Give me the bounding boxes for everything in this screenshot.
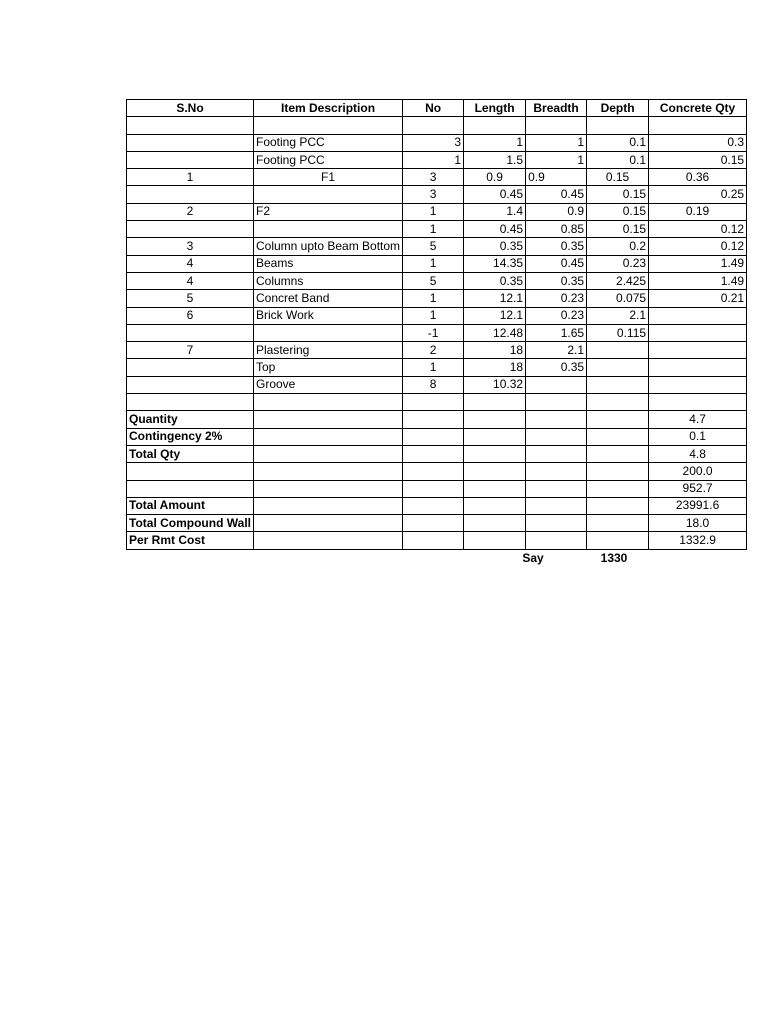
table-cell [526, 376, 587, 393]
table-cell [403, 515, 464, 532]
header-concrete-qty: Concrete Qty [649, 100, 747, 117]
table-cell: 0.19 [649, 203, 747, 220]
table-cell [253, 324, 402, 341]
table-cell: 1 [403, 221, 464, 238]
table-cell: 4.8 [649, 445, 747, 462]
table-cell [464, 428, 526, 445]
table-cell: 8 [403, 376, 464, 393]
table-cell [403, 497, 464, 514]
table-cell: 1 [403, 290, 464, 307]
table-cell [403, 411, 464, 428]
table-cell: 0.1 [587, 151, 649, 168]
table-cell [127, 394, 254, 411]
table-cell [587, 394, 649, 411]
table-cell: 14.35 [464, 255, 526, 272]
table-cell: 0.15 [587, 186, 649, 203]
table-cell: 0.2 [587, 238, 649, 255]
table-row [127, 290, 747, 307]
table-cell: 0.1 [649, 428, 747, 445]
table-cell: F1 [253, 169, 402, 186]
table-cell: 0.12 [649, 221, 747, 238]
table-cell: 1 [403, 255, 464, 272]
table-cell: 1332.9 [649, 532, 747, 549]
table-cell [649, 394, 747, 411]
table-cell: 7 [127, 342, 254, 359]
table-row [127, 376, 747, 393]
table-cell: 2.425 [587, 272, 649, 289]
table-cell: 12.48 [464, 324, 526, 341]
table-cell: Top [253, 359, 402, 376]
table-cell: 18.0 [649, 515, 747, 532]
table-cell: 200.0 [649, 463, 747, 480]
table-cell [127, 480, 254, 497]
table-cell: 0.36 [649, 169, 747, 186]
table-cell: Groove [253, 376, 402, 393]
table-row [127, 324, 747, 341]
table-cell: 0.85 [526, 221, 587, 238]
table-cell: 4 [127, 255, 254, 272]
table-cell [587, 428, 649, 445]
table-cell: 1 [403, 307, 464, 324]
table-cell [464, 411, 526, 428]
table-row [127, 411, 747, 428]
table-cell: 0.35 [526, 359, 587, 376]
table-cell: 3 [403, 186, 464, 203]
table-cell: 0.15 [649, 151, 747, 168]
table-cell: 10.32 [464, 376, 526, 393]
table-cell: Column upto Beam Bottom [253, 238, 402, 255]
table-row [127, 169, 747, 186]
table-cell [587, 359, 649, 376]
table-row [127, 186, 747, 203]
table-cell [403, 428, 464, 445]
table-cell: Columns [253, 272, 402, 289]
header-breadth: Breadth [526, 100, 587, 117]
table-cell [526, 445, 587, 462]
table-cell: 1.5 [464, 151, 526, 168]
estimate-table [126, 99, 747, 550]
table-row [127, 515, 747, 532]
table-cell [649, 324, 747, 341]
table-cell: 23991.6 [649, 497, 747, 514]
table-row [127, 342, 747, 359]
header-length: Length [464, 100, 526, 117]
table-cell: Total Compound Wall [127, 515, 254, 532]
header-no: No [403, 100, 464, 117]
table-cell: 0.115 [587, 324, 649, 341]
table-row [127, 272, 747, 289]
table-cell: 0.075 [587, 290, 649, 307]
table-cell [587, 376, 649, 393]
table-cell [464, 394, 526, 411]
table-cell [464, 515, 526, 532]
table-cell [127, 463, 254, 480]
table-cell [127, 221, 254, 238]
table-cell [253, 463, 402, 480]
table-row [127, 117, 747, 134]
table-cell: 5 [127, 290, 254, 307]
table-cell [253, 394, 402, 411]
table-cell [253, 445, 402, 462]
table-cell [587, 445, 649, 462]
table-cell: 0.35 [526, 272, 587, 289]
table-cell [587, 532, 649, 549]
table-cell [526, 394, 587, 411]
table-cell [526, 428, 587, 445]
table-cell [649, 342, 747, 359]
table-cell: 5 [403, 272, 464, 289]
table-cell [253, 480, 402, 497]
table-cell [403, 394, 464, 411]
table-cell: Brick Work [253, 307, 402, 324]
table-cell: 1 [403, 359, 464, 376]
table-cell [253, 532, 402, 549]
table-row [127, 497, 747, 514]
table-cell: 0.45 [526, 186, 587, 203]
table-cell: 0.25 [649, 186, 747, 203]
table-cell [403, 480, 464, 497]
say-value: 1330 [600, 551, 628, 565]
header-row [127, 100, 747, 117]
table-cell [464, 117, 526, 134]
table-cell [127, 117, 254, 134]
table-cell: 0.21 [649, 290, 747, 307]
table-cell [127, 324, 254, 341]
table-cell [253, 117, 402, 134]
table-cell: 1.4 [464, 203, 526, 220]
table-cell [464, 480, 526, 497]
table-cell [253, 221, 402, 238]
table-cell: Per Rmt Cost [127, 532, 254, 549]
table-cell: Footing PCC [253, 151, 402, 168]
table-cell: 0.15 [587, 169, 649, 186]
table-cell [587, 497, 649, 514]
table-cell [127, 359, 254, 376]
table-cell: 5 [403, 238, 464, 255]
table-cell [587, 117, 649, 134]
table-cell: 0.12 [649, 238, 747, 255]
table-cell [253, 411, 402, 428]
table-cell [403, 463, 464, 480]
table-cell: 2 [127, 203, 254, 220]
table-row [127, 255, 747, 272]
table-cell: Total Amount [127, 497, 254, 514]
table-row [127, 463, 747, 480]
table-cell: 3 [403, 169, 464, 186]
table-cell [464, 532, 526, 549]
table-cell: Total Qty [127, 445, 254, 462]
table-cell: Beams [253, 255, 402, 272]
table-cell: 1 [127, 169, 254, 186]
table-cell: 6 [127, 307, 254, 324]
table-cell: 0.23 [526, 290, 587, 307]
table-cell [526, 117, 587, 134]
table-cell [649, 117, 747, 134]
table-row [127, 238, 747, 255]
table-cell [587, 515, 649, 532]
table-cell: 1.49 [649, 272, 747, 289]
table-cell [526, 411, 587, 428]
table-cell: Quantity [127, 411, 254, 428]
table-cell: 0.23 [526, 307, 587, 324]
table-cell: 0.9 [526, 203, 587, 220]
table-row [127, 532, 747, 549]
table-cell: 4.7 [649, 411, 747, 428]
table-cell: 2.1 [526, 342, 587, 359]
table-cell: 0.35 [526, 238, 587, 255]
table-cell [526, 463, 587, 480]
table-row [127, 359, 747, 376]
say-label: Say [522, 551, 544, 565]
header-sno: S.No [127, 100, 254, 117]
table-cell: 18 [464, 342, 526, 359]
table-cell: 12.1 [464, 307, 526, 324]
table-cell: 1 [526, 151, 587, 168]
table-cell [127, 151, 254, 168]
table-cell [526, 480, 587, 497]
table-row [127, 480, 747, 497]
table-cell: 1.65 [526, 324, 587, 341]
table-cell [526, 532, 587, 549]
table-cell: 0.9 [464, 169, 526, 186]
table-cell [649, 307, 747, 324]
table-cell [403, 445, 464, 462]
table-row [127, 151, 747, 168]
table-row [127, 445, 747, 462]
table-cell [587, 411, 649, 428]
table-cell [649, 359, 747, 376]
table-cell: 0.9 [526, 169, 587, 186]
table-cell: Footing PCC [253, 134, 402, 151]
table-cell [253, 428, 402, 445]
table-row [127, 221, 747, 238]
table-cell [253, 515, 402, 532]
table-cell [649, 376, 747, 393]
table-cell: 0.45 [526, 255, 587, 272]
table-cell: Concret Band [253, 290, 402, 307]
table-row [127, 394, 747, 411]
table-cell: 952.7 [649, 480, 747, 497]
table-cell [526, 515, 587, 532]
table-cell: F2 [253, 203, 402, 220]
table-cell: 1 [403, 151, 464, 168]
table-cell: 0.3 [649, 134, 747, 151]
table-cell [587, 480, 649, 497]
table-cell: Plastering [253, 342, 402, 359]
table-cell: 0.23 [587, 255, 649, 272]
table-cell [127, 134, 254, 151]
table-cell: 0.45 [464, 186, 526, 203]
table-cell: 4 [127, 272, 254, 289]
table-cell: 2.1 [587, 307, 649, 324]
table-cell [587, 463, 649, 480]
table-cell: 12.1 [464, 290, 526, 307]
table-cell: -1 [403, 324, 464, 341]
table-cell: 0.45 [464, 221, 526, 238]
table-cell: 0.15 [587, 221, 649, 238]
table-cell [253, 497, 402, 514]
table-cell: 1 [526, 134, 587, 151]
table-cell: 18 [464, 359, 526, 376]
table-cell: 1.49 [649, 255, 747, 272]
table-cell: 0.1 [587, 134, 649, 151]
table-row [127, 134, 747, 151]
table-cell: 1 [403, 203, 464, 220]
table-cell [127, 186, 254, 203]
table-cell [403, 117, 464, 134]
table-cell [464, 463, 526, 480]
table-cell: 0.35 [464, 238, 526, 255]
table-cell [403, 532, 464, 549]
table-row [127, 203, 747, 220]
header-item-description: Item Description [253, 100, 402, 117]
table-cell [587, 342, 649, 359]
table-cell: 2 [403, 342, 464, 359]
table-cell: 3 [403, 134, 464, 151]
table-cell [464, 445, 526, 462]
table-cell [253, 186, 402, 203]
table-cell: 0.35 [464, 272, 526, 289]
table-cell [127, 376, 254, 393]
table-cell: Contingency 2% [127, 428, 254, 445]
table-cell [464, 497, 526, 514]
header-depth: Depth [587, 100, 649, 117]
table-cell: 3 [127, 238, 254, 255]
table-cell [526, 497, 587, 514]
table-cell: 0.15 [587, 203, 649, 220]
table-cell: 1 [464, 134, 526, 151]
table-row [127, 428, 747, 445]
table-row [127, 307, 747, 324]
